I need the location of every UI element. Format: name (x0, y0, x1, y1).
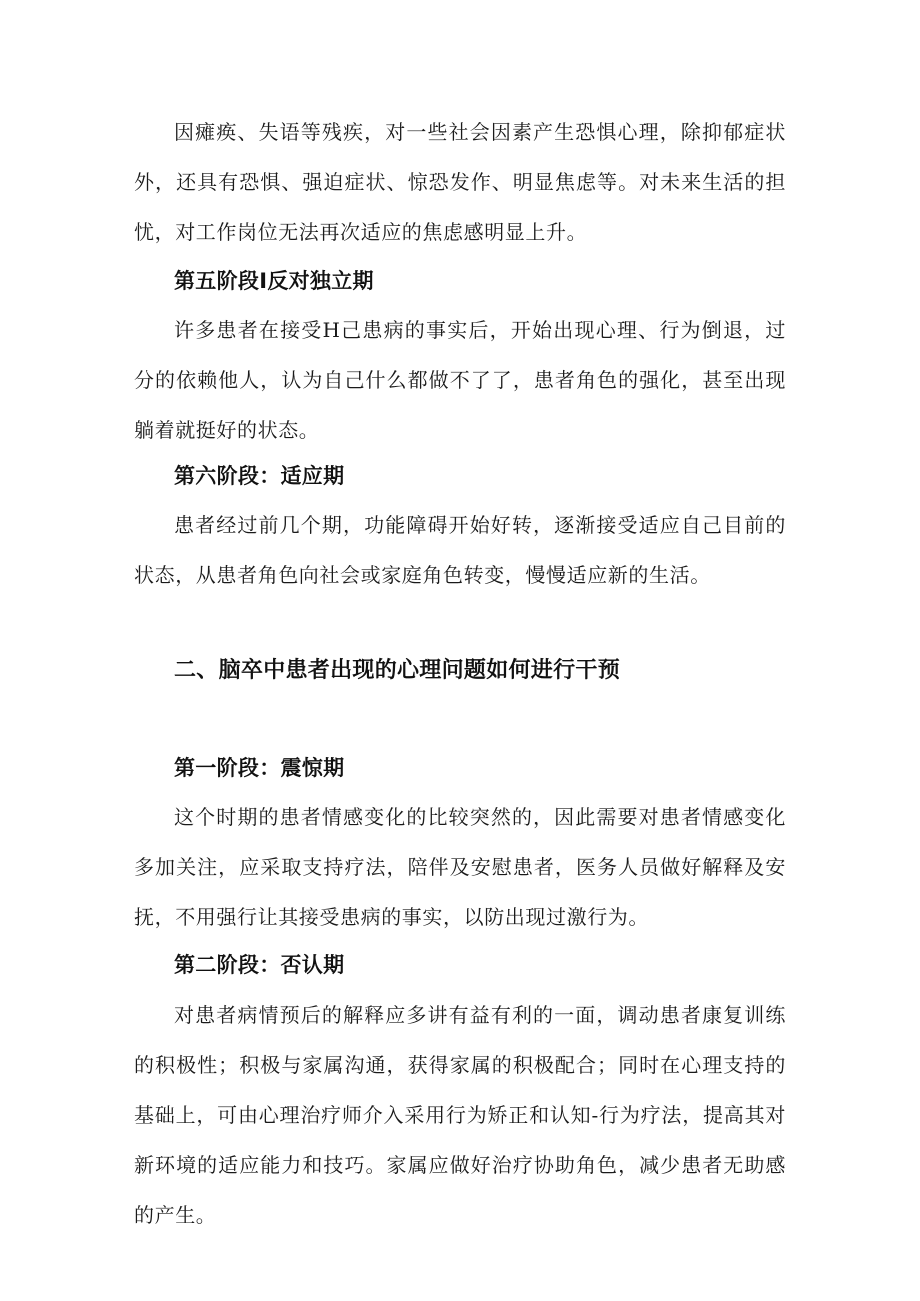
section2-title: 二、脑卒中患者出现的心理问题如何进行干预 (174, 658, 621, 683)
paragraph-block-1 (134, 107, 786, 257)
heading-stage6: 第六阶段：适应期 (174, 464, 345, 488)
heading-block-stage6 (134, 461, 786, 491)
heading-stage5: 第五阶段I反对独立期 (174, 269, 374, 293)
heading-block-stage1 (134, 753, 786, 783)
paragraph-block-4 (134, 792, 786, 942)
section-title-block (134, 656, 786, 686)
heading-block-stage2 (134, 950, 786, 980)
paragraph-block-3 (134, 500, 786, 600)
paragraph-block-5 (134, 990, 786, 1240)
paragraph-intervention-stage1: 这个时期的患者情感变化的比较突然的，因此需要对患者情感变化多加关注，应采取支持疗法，陪伴及安慰患者，医务人员做好解释及安抚，不用强行让其接受患病的事实，以防出现过激行为。 (134, 805, 786, 929)
paragraph-stage4-continued: 因瘫痪、失语等残疾，对一些社会因素产生恐惧心理，除抑郁症状外，还具有恐惧、强迫症状、惊恐发作、明显焦虑等。对未来生活的担忧，对工作岗位无法再次适应的焦虑感明显上升。 (134, 120, 786, 244)
heading-stage1: 第一阶段：震惊期 (174, 756, 345, 780)
paragraph-stage5: 许多患者在接受H己患病的事实后，开始出现心理、行为倒退，过分的依赖他人，认为自己什么都做不了了，患者角色的强化，甚至出现躺着就挺好的状态。 (134, 318, 786, 442)
heading-block-stage5 (134, 266, 786, 296)
paragraph-block-2 (134, 305, 786, 455)
paragraph-intervention-stage2: 对患者病情预后的解释应多讲有益有利的一面，调动患者康复训练的积极性；积极与家属沟通，获得家属的积极配合；同时在心理支持的基础上，可由心理治疗师介入采用行为矫正和认知-行为疗法，提高其对新环境的适应能力和技巧。家属应做好治疗协助角色，减少患者无助感的产生。 (134, 1003, 786, 1227)
paragraph-stage6: 患者经过前几个期，功能障碍开始好转，逐渐接受适应自己目前的状态，从患者角色向社会或家庭角色转变，慢慢适应新的生活。 (134, 513, 786, 587)
heading-stage2: 第二阶段：否认期 (174, 953, 345, 977)
